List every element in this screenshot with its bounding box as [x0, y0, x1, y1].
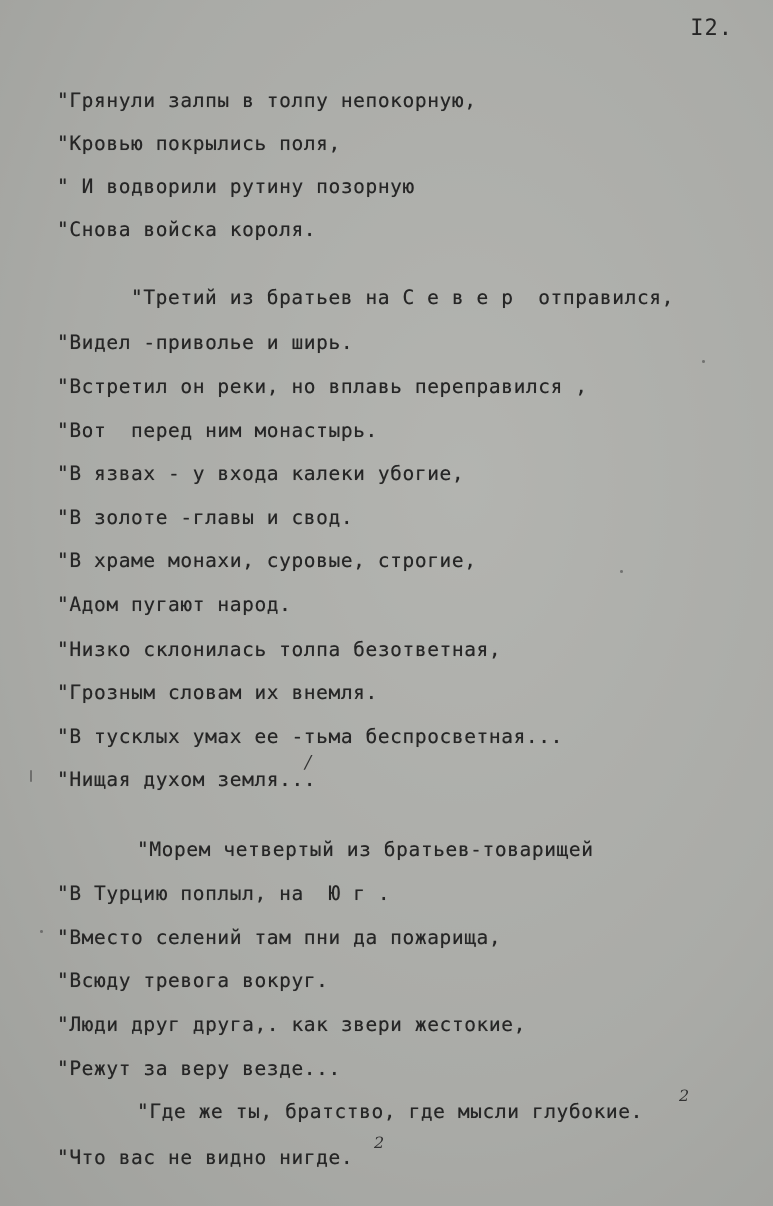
poem-line: "Люди друг друга,. как звери жестокие,: [57, 1013, 526, 1036]
poem-line: "Вот перед ним монастырь.: [57, 419, 378, 442]
handwritten-note: 2: [679, 1086, 690, 1105]
poem-line: "В язвах - у входа калеки убогие,: [57, 462, 465, 485]
poem-line: " И водворили рутину позорную: [57, 175, 415, 198]
poem-line: "Что вас не видно нигде.: [57, 1146, 354, 1169]
handwritten-note: 2: [374, 1133, 385, 1152]
poem-line: "В храме монахи, суровые, строгие,: [57, 549, 477, 572]
poem-line: "В Турцию поплыл, на Ю г .: [57, 882, 391, 905]
poem-line: "Нищая духом земля...: [57, 768, 317, 791]
paper-speck: [40, 930, 43, 933]
paper-speck: [30, 770, 32, 782]
page-number: I2.: [690, 16, 733, 41]
poem-line: "Режут за веру везде...: [57, 1057, 341, 1080]
poem-line: "Встретил он реки, но вплавь переправился ,: [57, 375, 588, 398]
paper-speck: [620, 570, 623, 573]
poem-line: "Адом пугают народ.: [57, 593, 292, 616]
handwritten-slash: /: [305, 752, 312, 773]
poem-line: "В золоте -главы и свод.: [57, 506, 354, 529]
poem-line: "Вместо селений там пни да пожарища,: [57, 926, 502, 949]
poem-line: "Где же ты, братство, где мысли глубокие.: [137, 1100, 643, 1123]
paper-speck: [702, 360, 705, 363]
poem-line: "Морем четвертый из братьев-товарищей: [137, 838, 594, 861]
poem-line: "Кровью покрылись поля,: [57, 132, 341, 155]
poem-line: "Низко склонилась толпа безответная,: [57, 638, 502, 661]
poem-line: "Грянули залпы в толпу непокорную,: [57, 89, 477, 112]
poem-line: "Видел -приволье и ширь.: [57, 331, 354, 354]
poem-line: "Всюду тревога вокруг.: [57, 969, 329, 992]
poem-line: "В тусклых умах ее -тьма беспросветная...: [57, 725, 563, 748]
poem-line: "Грозным словам их внемля.: [57, 681, 378, 704]
poem-line: "Третий из братьев на С е в е р отправился,: [131, 286, 674, 309]
poem-line: "Снова войска короля.: [57, 218, 317, 241]
